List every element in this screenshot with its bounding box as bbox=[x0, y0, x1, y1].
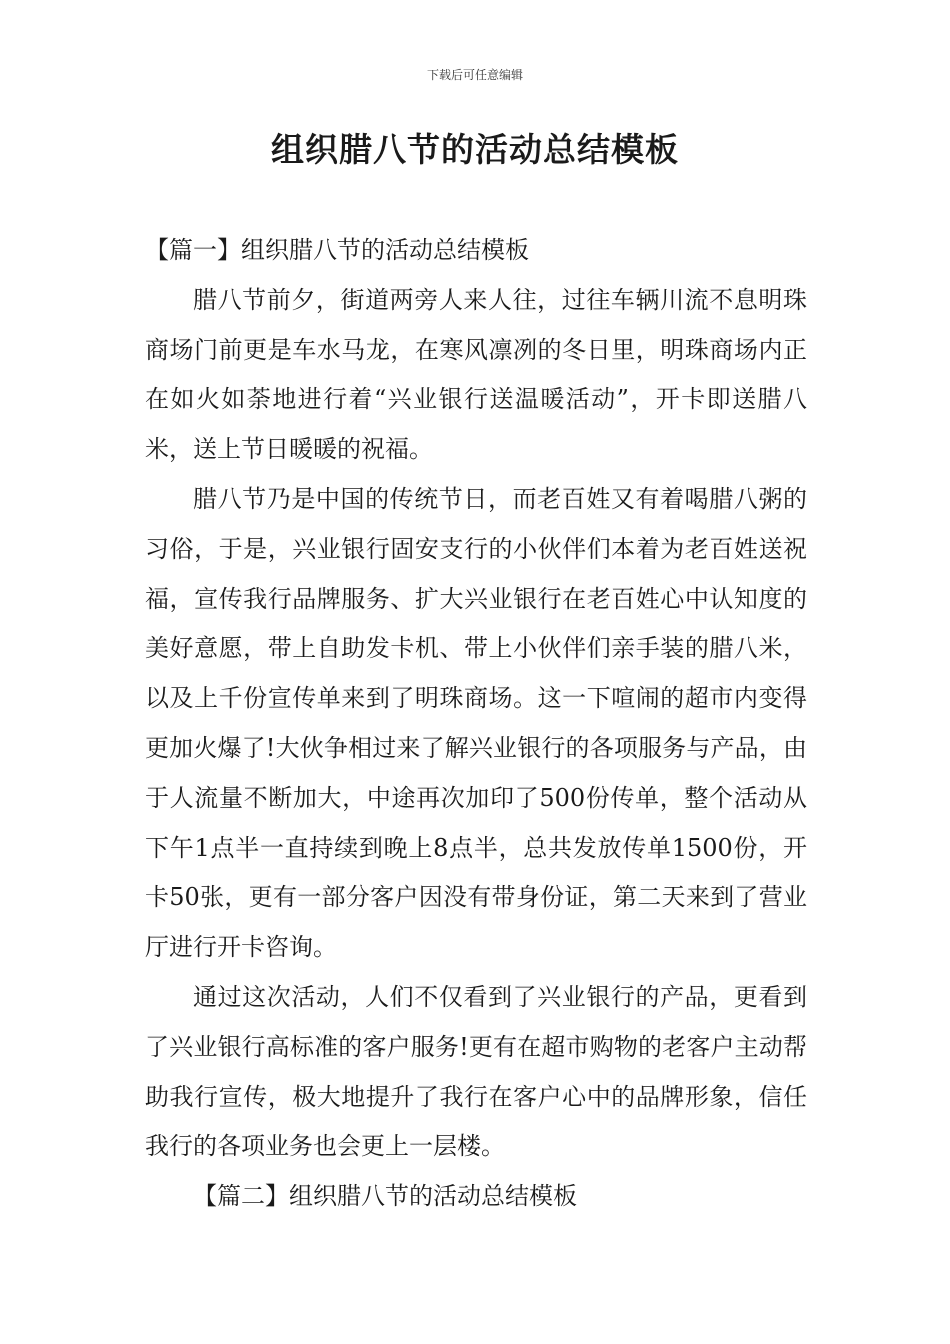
document-body bbox=[145, 226, 807, 1222]
header-note: 下载后可任意编辑 bbox=[426, 68, 523, 82]
paragraph-3: 通过这次活动，人们不仅看到了兴业银行的产品，更看到了兴业银行高标准的客户服务!更有在超市购物的老客户主动帮助我行宣传，极大地提升了我行在客户心中的品牌形象，信任我行的各项业务也会更上一层楼。 bbox=[145, 982, 807, 1161]
section-heading-1: 【篇一】组织腊八节的活动总结模板 bbox=[145, 236, 529, 264]
section-heading-2: 【篇二】组织腊八节的活动总结模板 bbox=[193, 1182, 577, 1211]
paragraph-2: 腊八节乃是中国的传统节日，而老百姓又有着喝腊八粥的习俗，于是，兴业银行固安支行的小伙伴们本着为老百姓送祝福，宣传我行品牌服务、扩大兴业银行在老百姓心中认知度的美好意愿，带上自助发卡机、带上小伙伴们亲手装的腊八米，以及上千份宣传单来到了明珠商场。这一下喧闹的超市内变得更加火爆了!大伙争相过来了解兴业银行的各项服务与产品，由于人流量不断加大，中途再次加印了500份传单，整个活动从下午1点半一直持续到晚上8点半，总共发放传单1500份，开卡50张，更有一部分客户因没有带身份证，第二天来到了营业厅进行开卡咨询。 bbox=[145, 484, 807, 962]
paragraph-1: 腊八节前夕，街道两旁人来人往，过往车辆川流不息明珠商场门前更是车水马龙，在寒风凛冽的冬日里，明珠商场内正在如火如荼地进行着“兴业银行送温暖活动”，开卡即送腊八米，送上节日暖暖的祝福。 bbox=[145, 285, 807, 464]
document-title: 组织腊八节的活动总结模板 bbox=[271, 130, 679, 169]
